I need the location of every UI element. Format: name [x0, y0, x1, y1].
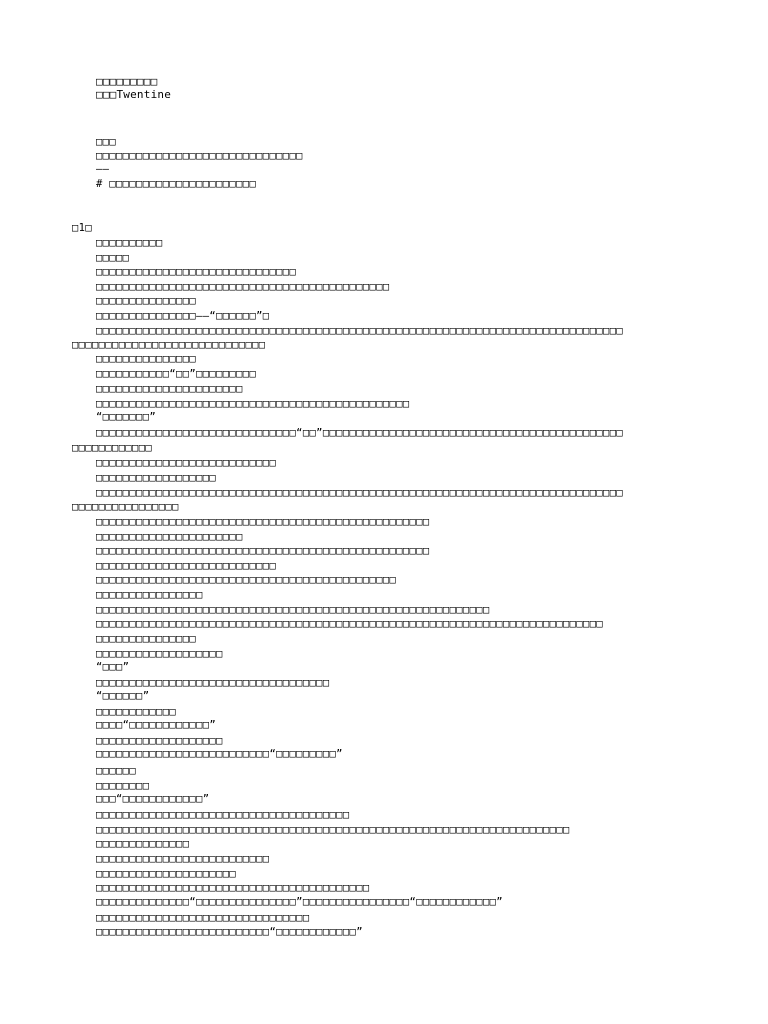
body-line: □□□□□□□□□□□□□□□	[96, 633, 197, 645]
body-line: □□□□□□□□□□□□	[72, 442, 153, 454]
intro-line-2: □□□□□□□□□□□□□□□□□□□□□□□□□□□□□□□	[96, 150, 303, 162]
body-line: □□□□□□□□□□□□□□□□□□□□□□□□□□□□□□“□□”□□□□□□□□□□□□□□□□□□□□□□□□□□□□□□□□□□□□□□□□□□□□□	[96, 427, 624, 439]
body-line: □□□□□□□□□□□□□□□□□□□□□□□□□□□□□□□□□□□□□□	[96, 809, 350, 821]
body-line: □□□□□□□□□□□□□□□□□□□□□□□□□□□	[96, 457, 277, 469]
body-line: □□□□□□□□□□□□□□□□□□□	[96, 648, 223, 660]
body-line: □□□□□□□□□□□□□□□□□□□□□□□□□□□	[96, 560, 277, 572]
body-line: □□□□□	[96, 252, 130, 264]
body-line: □□□□□□□□□□□□□□□□□□□□□□□□□□□□□□□□□□□	[96, 677, 330, 689]
body-line: □□□□□□□□□□□□□□□□	[72, 501, 179, 513]
body-line: □□□□□□□□□□□□□□□□□□□□□□	[96, 383, 243, 395]
body-line: □□□“□□□□□□□□□□□□”	[96, 793, 210, 805]
body-line: □□□□□□□□□□□□□□□□□□□□□□□□□□□□□□□□□□□□□□□□□□□□□□□	[96, 398, 410, 410]
body-line: “□□□□□□”	[96, 690, 150, 702]
body-line: □□□□□□□□□□□□□□□□□□□□□□□□□□□□□□□□□□□□□□□□□□□□□□□□□□	[96, 516, 430, 528]
body-line: □□□□□□□□□□□□□□□——“□□□□□□”□	[96, 310, 270, 322]
body-line: □□□□□□□□□□□□	[96, 706, 177, 718]
body-line: □□□□□□□□□□□□□□□□□□	[96, 472, 217, 484]
chapter-title: □1□	[72, 222, 93, 234]
body-line: □□□□□□□□□□□□□□□□□□□□□□□□□□□□□□□□□□□□□□□□□□□□□□□□□□	[96, 545, 430, 557]
body-line: □□□□□□□□□□□□□□□□□□□□□□	[96, 531, 243, 543]
body-line: □□□□“□□□□□□□□□□□□”	[96, 719, 217, 731]
body-line: □□□□□□□□□□□□□□□□□□□□□□□□□□□□□□	[96, 266, 297, 278]
body-line: □□□□□□□□□□□□□□□□□□□□□□□□□□□□□□□□□□□□□□□□□□□□□□□□□□□□□□□□□□□□□□□□□□□□□□□	[96, 824, 570, 836]
intro-tag: # □□□□□□□□□□□□□□□□□□□□□□	[96, 178, 257, 190]
body-line: □□□□□□□□□□□□□□□□□□□□□□□□□□	[96, 853, 270, 865]
body-line: □□□□□□□□□□□□□□□□	[96, 589, 203, 601]
body-line: “□□□□□□□”	[96, 411, 157, 423]
intro-line-1: □□□	[96, 136, 117, 148]
body-line: □□□□□□□□□□□□□□□□□□□□□□□□□□□□□□□□□□□□□□□□□□□□□	[96, 574, 397, 586]
body-line: □□□□□□□□□□□□□□□□□□□□□□□□□□□□□□□□□□□□□□□□□□□□□□□□□□□□□□□□□□□□□□□□□□□□□□□□□□□□□□□	[96, 325, 624, 337]
body-line: □□□□□□□□□□□□□□□□□□□□□□□□□□□□□	[72, 339, 266, 351]
body-line: □□□□□□□□□□	[96, 237, 163, 249]
body-line: □□□□□□□□□□□□□□□□□□□□□□□□□□□□□□□□□□□□□□□□□□□□	[96, 281, 390, 293]
body-line: “□□□”	[96, 661, 130, 673]
body-line: □□□□□□□□□□□“□□”□□□□□□□□□	[96, 368, 257, 380]
intro-divider: ——	[96, 163, 110, 175]
body-line: □□□□□□□□□□□□□□□□□□□□□□□□□□□□□□□□□□□□□□□□□	[96, 882, 370, 894]
body-line: □□□□□□□□□□□□□□□□□□□□□□□□□□□□□□□□□□□□□□□□□□□□□□□□□□□□□□□□□□□□□□□□□□□□□□□□□□□□□□□	[96, 487, 624, 499]
body-line: □□□□□□□□	[96, 780, 150, 792]
body-line: □□□□□□□□□□□□□□□□□□□	[96, 735, 223, 747]
body-line: □□□□□□□□□□□□□□“□□□□□□□□□□□□□□□”□□□□□□□□□□□□□□□□“□□□□□□□□□□□□”	[96, 896, 503, 908]
header-line-1: □□□□□□□□□	[96, 75, 158, 88]
body-line: □□□□□□□□□□□□□□□□□□□□□	[96, 868, 237, 880]
body-line: □□□□□□□□□□□□□□	[96, 838, 190, 850]
header-line-2: □□□Twentine	[96, 88, 172, 101]
body-line: □□□□□□□□□□□□□□□□□□□□□□□□□□“□□□□□□□□□□□□”	[96, 926, 363, 938]
body-line: □□□□□□□□□□□□□□□	[96, 353, 197, 365]
body-line: □□□□□□	[96, 765, 137, 777]
body-line: □□□□□□□□□□□□□□□□□□□□□□□□□□□□□□□□□□□□□□□□□□□□□□□□□□□□□□□□□□□□□□□□□□□□□□□□□□□□	[96, 618, 604, 630]
body-line: □□□□□□□□□□□□□□□	[96, 295, 197, 307]
body-line: □□□□□□□□□□□□□□□□□□□□□□□□□□□□□□□□	[96, 912, 310, 924]
body-line: □□□□□□□□□□□□□□□□□□□□□□□□□□“□□□□□□□□□”	[96, 748, 343, 760]
body-line: □□□□□□□□□□□□□□□□□□□□□□□□□□□□□□□□□□□□□□□□□□□□□□□□□□□□□□□□□□□	[96, 604, 490, 616]
